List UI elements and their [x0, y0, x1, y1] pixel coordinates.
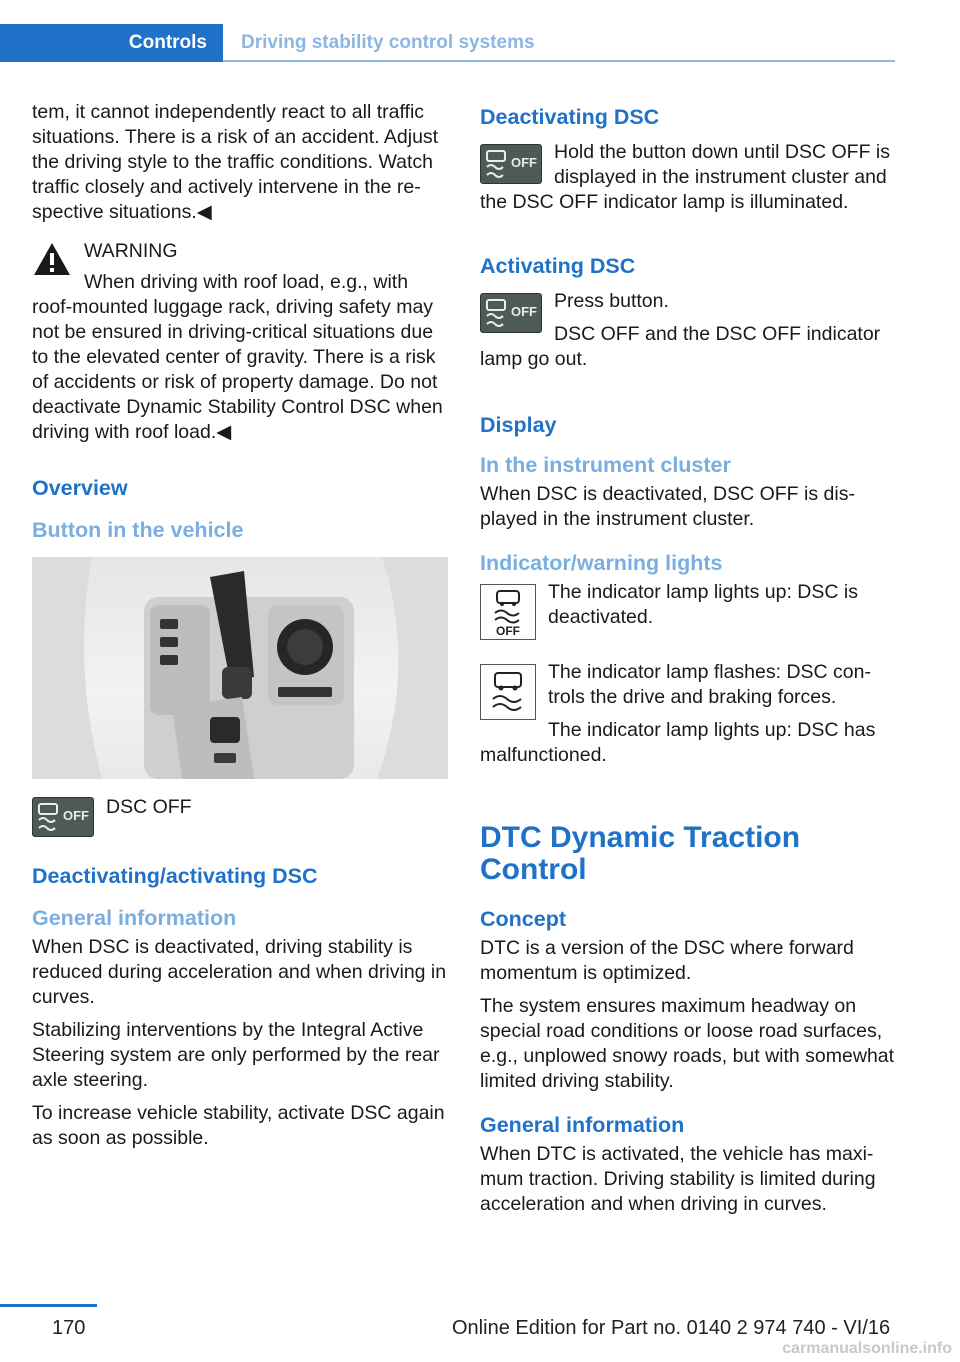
header-rule	[223, 60, 895, 62]
dsc-off-button-icon	[480, 293, 542, 333]
intro-paragraph: tem, it cannot independently react to all traffic situations. There is a risk of an accident. Adjust the driving style to the traffic conditions. Watch traffic closely and actively intervene in the respective situations.◀	[32, 101, 439, 223]
concept-paragraph-1: DTC is a version of the DSC where forward momentum is optimized.	[480, 937, 854, 984]
deactivating-activating-heading: Deactivating/activating DSC	[32, 864, 318, 888]
general-paragraph-1: When DSC is deactivated, driving stability is reduced during acceleration and when driving in curves.	[32, 936, 447, 1008]
dtc-general-text: When DTC is activated, the vehicle has maximum traction. Driving stability is limited during acceleration and when driving in curves.	[480, 1143, 876, 1215]
lamp-flash-row	[480, 660, 896, 776]
dsc-lamp-icon	[480, 664, 536, 720]
deactivating-text: Hold the button down until DSC OFF is displayed in the instrument cluster and the DSC OFF indicator lamp is illuminated.	[480, 141, 890, 213]
edition-text: Online Edition for Part no. 0140 2 974 740 - VI/16	[452, 1317, 891, 1339]
activating-text-2: DSC OFF and the DSC OFF indicator lamp go out.	[480, 323, 881, 370]
activating-dsc-heading: Activating DSC	[480, 254, 636, 278]
button-heading: Button in the vehicle	[32, 518, 244, 542]
dsc-off-lamp-icon	[480, 584, 536, 640]
lamp-off-text: OFF	[496, 624, 520, 638]
indicator-lights-heading: Indicator/warning lights	[480, 551, 723, 575]
dtc-general-heading: General information	[480, 1113, 685, 1137]
overview-heading: Overview	[32, 476, 128, 500]
dsc-off-button-icon	[480, 144, 542, 184]
general-info-heading: General information	[32, 906, 237, 930]
chapter-tab[interactable]: Controls	[0, 24, 223, 62]
warning-title: WARNING	[84, 240, 178, 262]
left-column	[32, 100, 448, 1159]
warning-block	[32, 239, 448, 453]
activating-text-1: Press button.	[554, 290, 669, 312]
dsc-off-icon-text: OFF	[63, 808, 89, 823]
concept-paragraph-2: The system ensures maximum headway on special road conditions or loose road surfaces, e.g., unplowed snowy roads, but with somewhat limited driving stability.	[480, 995, 895, 1092]
concept-heading: Concept	[480, 907, 566, 931]
dsc-off-button-row	[32, 793, 448, 841]
activating-row	[480, 289, 896, 380]
dsc-off-icon-text: OFF	[511, 155, 537, 170]
general-paragraph-2: Stabilizing interventions by the Integral Active Steering system are only performed by the rear axle steering.	[32, 1019, 440, 1091]
cluster-heading: In the instrument cluster	[480, 453, 731, 477]
footer-rule	[0, 1304, 97, 1307]
page-number: 170	[52, 1317, 86, 1339]
lights-text-3: The indicator lamp lights up: DSC has malfunctioned.	[480, 719, 876, 766]
page-header	[0, 24, 960, 62]
right-column	[480, 100, 896, 1225]
lights-text-2: The indicator lamp flashes: DSC controls the drive and braking forces.	[548, 661, 871, 708]
dtc-heading: DTC Dynamic Traction Control	[480, 821, 801, 886]
dsc-off-label: DSC OFF	[106, 796, 192, 818]
warning-triangle-icon	[32, 241, 72, 282]
deactivating-dsc-heading: Deactivating DSC	[480, 105, 660, 129]
section-title[interactable]: Driving stability control systems	[241, 32, 535, 53]
lights-text-1: The indicator lamp lights up: DSC is deactivated.	[548, 581, 858, 628]
general-paragraph-3: To increase vehicle stability, activate DSC again as soon as possible.	[32, 1102, 445, 1149]
watermark-text: carmanualsonline.info	[782, 1340, 952, 1357]
deactivating-row	[480, 140, 896, 223]
cluster-text: When DSC is deactivated, DSC OFF is displayed in the instrument cluster.	[480, 483, 855, 530]
dsc-off-button-icon	[32, 797, 94, 837]
lamp-off-row	[480, 580, 896, 644]
warning-text: When driving with roof load, e.g., with roof-mounted luggage rack, driving safety may not be ensured in driving-critical situations due to the elevated center of gravity. There is a risk of accidents or risk of property damage. Do not deactivate Dynamic Stability Control DSC when driving with roof load.◀	[32, 271, 443, 443]
center-console-photo	[32, 557, 448, 779]
display-heading: Display	[480, 413, 557, 437]
dsc-off-icon-text: OFF	[511, 304, 537, 319]
